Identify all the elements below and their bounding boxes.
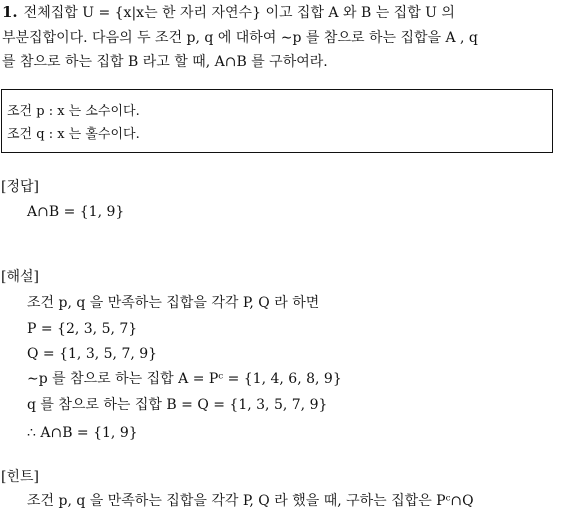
condition-q: 조건 q : x 는 홀수이다.: [7, 127, 140, 142]
explanation-line-3: Q = {1, 3, 5, 7, 9}: [27, 346, 158, 362]
problem-line-3: 를 참으로 하는 집합 B 라고 할 때, A∩B 를 구하여라.: [2, 54, 328, 70]
problem-text-1: 전체집합 U = {x|x는 한 자리 자연수} 이고 집합 A 와 B 는 집합 U 의: [23, 5, 455, 21]
answer-heading: [정답]: [1, 179, 39, 195]
answer-text: A∩B = {1, 9}: [27, 204, 125, 220]
problem-line-1: [2, 3, 455, 22]
hint-text: 조건 p, q 을 만족하는 집합을 각각 P, Q 라 했을 때, 구하는 집합은 Pᶜ∩Q: [27, 493, 474, 509]
problem-line-2: 부분집합이다. 다음의 두 조건 p, q 에 대하여 ∼p 를 참으로 하는 집합을 A , q: [2, 30, 478, 46]
explanation-line-5: q 를 참으로 하는 집합 B = Q = {1, 3, 5, 7, 9}: [27, 397, 328, 413]
problem-number: 1.: [2, 3, 18, 21]
condition-p: 조건 p : x 는 소수이다.: [7, 104, 140, 119]
explanation-line-4: ∼p 를 참으로 하는 집합 A = Pᶜ = {1, 4, 6, 8, 9}: [27, 371, 342, 387]
hint-heading: [힌트]: [1, 469, 39, 485]
explanation-line-6: ∴ A∩B = {1, 9}: [27, 425, 138, 441]
conditions-box: [1, 89, 553, 153]
explanation-heading: [해설]: [1, 269, 39, 285]
explanation-line-2: P = {2, 3, 5, 7}: [27, 321, 138, 337]
explanation-line-1: 조건 p, q 을 만족하는 집합을 각각 P, Q 라 하면: [27, 295, 320, 311]
